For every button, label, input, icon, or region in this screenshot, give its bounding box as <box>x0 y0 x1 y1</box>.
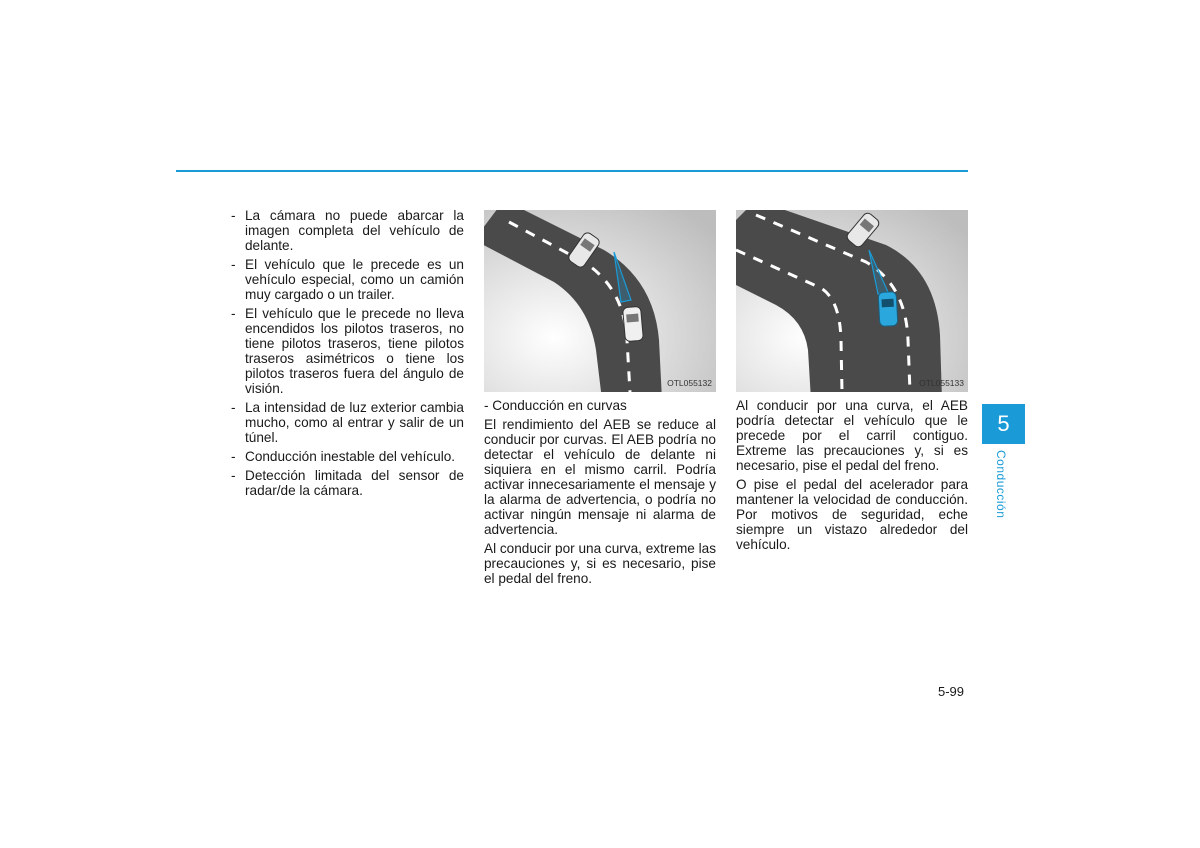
paragraph: Al conducir por una curva, el AEB podría detectar el vehículo que le precede por el carril contiguo. Extreme las precauciones y, si es necesario, pise el pedal del freno. <box>736 398 968 473</box>
list-item: - Detección limitada del sensor de radar/de la cámara. <box>231 468 464 498</box>
column-3 <box>736 210 968 556</box>
paragraph: Al conducir por una curva, extreme las precauciones y, si es necesario, pise el pedal del freno. <box>484 541 716 586</box>
limitations-list <box>231 208 464 498</box>
list-item: - La cámara no puede abarcar la imagen completa del vehículo de delante. <box>231 208 464 253</box>
road-curve-illustration <box>484 210 716 392</box>
paragraph: El rendimiento del AEB se reduce al conducir por curvas. El AEB podría no detectar el vehículo de delante ni siquiera en el mismo carril. Podría activar innecesariamente el mensaje y la alarma de advertencia, o podría no activar ningún mensaje ni alarma de advertencia. <box>484 417 716 537</box>
list-item: - Conducción inestable del vehículo. <box>231 449 456 464</box>
list-item: - La intensidad de luz exterior cambia mucho, como al entrar y salir de un túnel. <box>231 400 464 445</box>
paragraph: O pise el pedal del acelerador para mantener la velocidad de conducción. Por motivos de seguridad, eche siempre un vistazo alrededor del vehículo. <box>736 477 968 552</box>
list-item: - El vehículo que le precede no lleva encendidos los pilotos traseros, no tiene pilotos traseros, tiene pilotos traseros asimétricos o tiene los pilotos traseros fuera del ángulo de visión. <box>231 306 464 396</box>
header-rule <box>176 170 968 172</box>
figure-code: OTL055133 <box>919 378 964 388</box>
road-curve-illustration <box>736 210 968 392</box>
chapter-tab: 5 <box>982 404 1025 444</box>
page-number: 5-99 <box>938 684 965 699</box>
figure-code: OTL055132 <box>667 378 712 388</box>
curve-illustration-adjacent-lane <box>736 210 968 392</box>
chapter-name: Conducción <box>994 450 1008 519</box>
column-1 <box>231 208 464 502</box>
list-item: - El vehículo que le precede es un vehículo especial, como un camión muy cargado o un trailer. <box>231 257 464 302</box>
own-vehicle-highlighted <box>878 292 898 327</box>
own-vehicle <box>623 306 644 341</box>
curve-illustration-same-lane <box>484 210 716 392</box>
section-heading: - Conducción en curvas <box>484 398 627 413</box>
column-2 <box>484 210 716 590</box>
